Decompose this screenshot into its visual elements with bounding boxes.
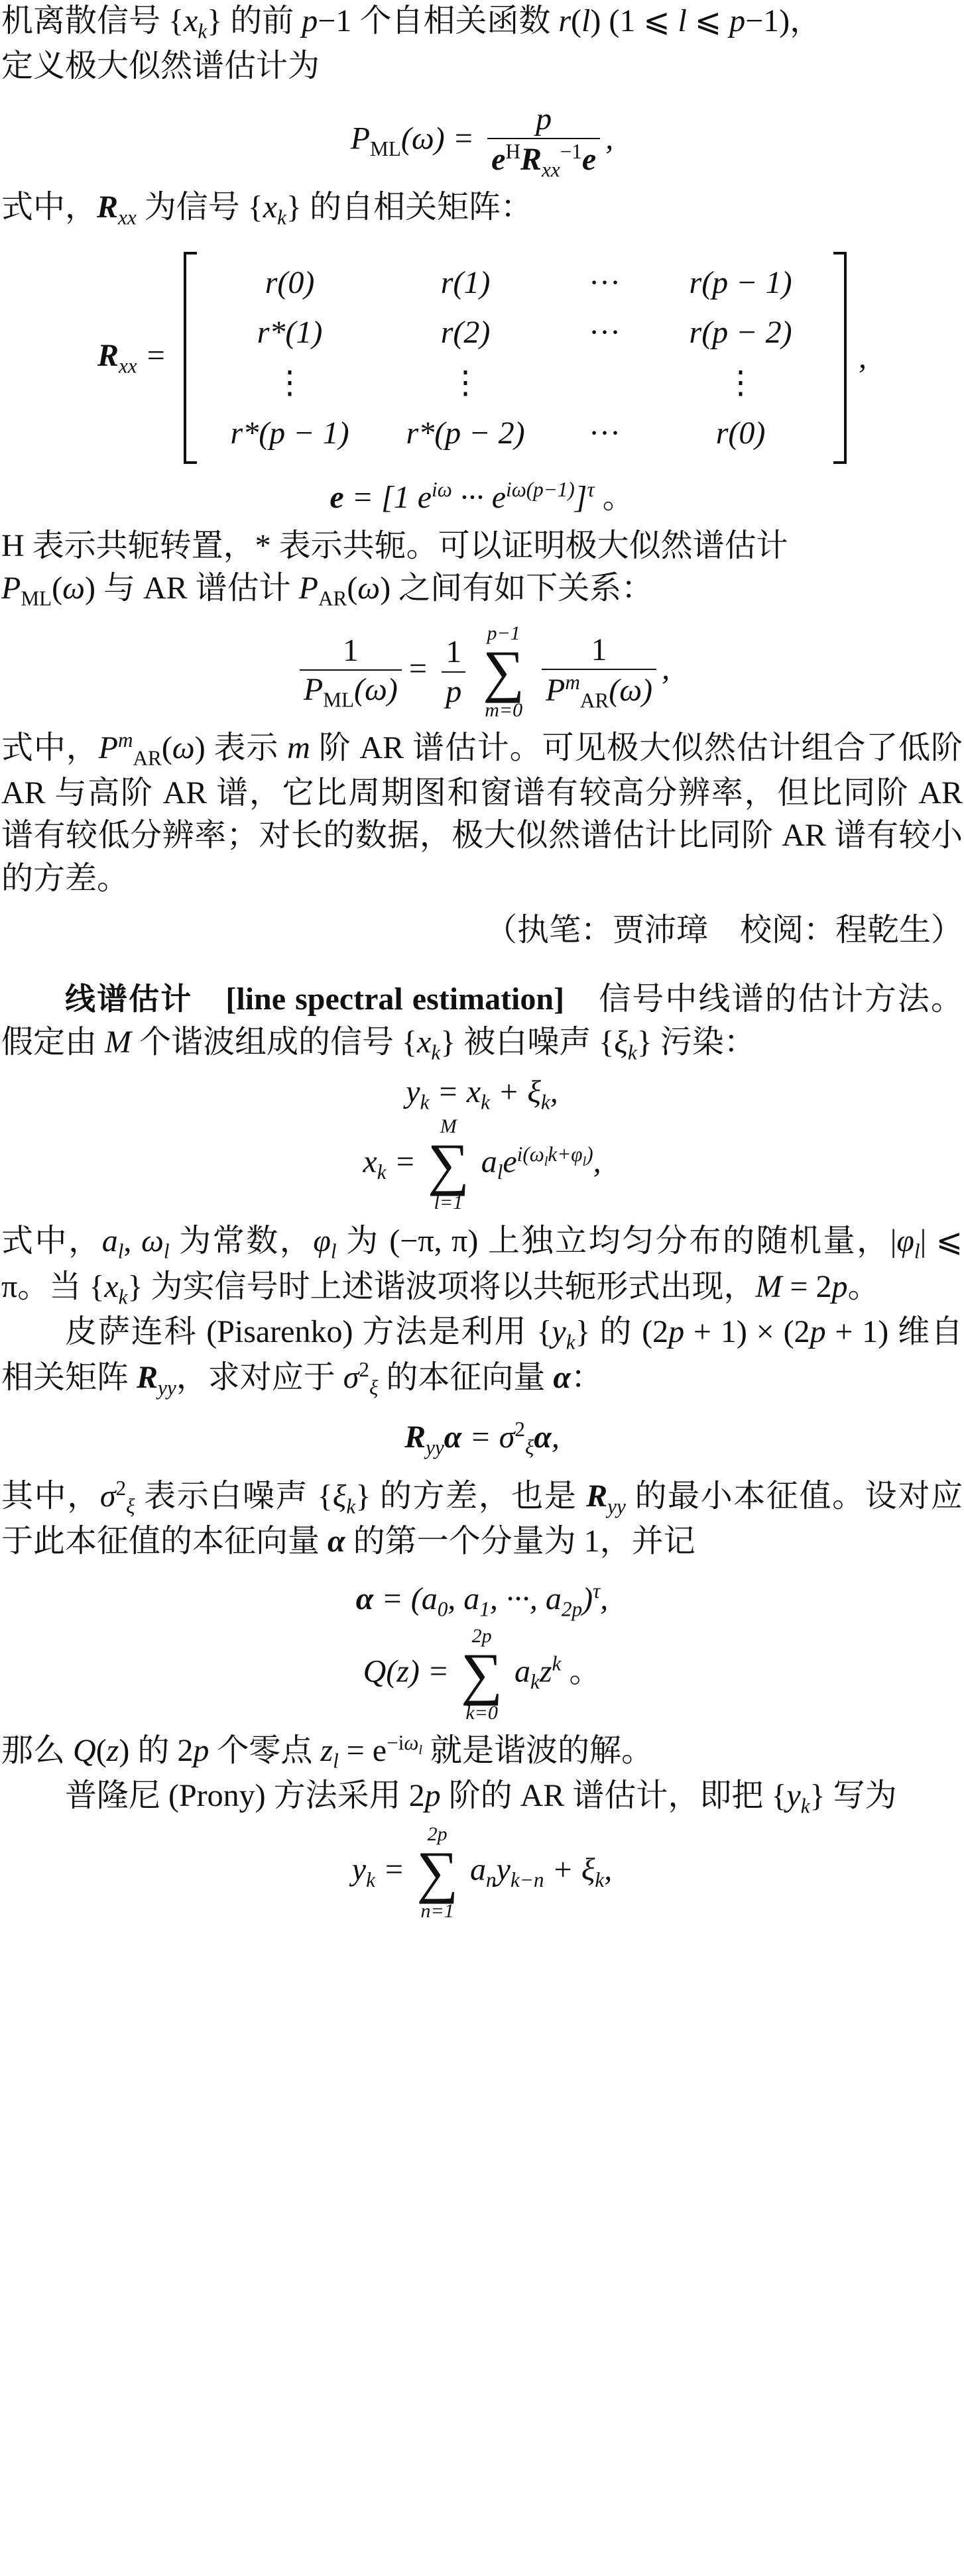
matrix-cell: r*(1) [257,315,323,351]
matrix-cell [555,360,654,406]
autocorrelation-matrix [184,252,847,464]
entry-title: 线谱估计 [65,981,193,1017]
matrix-cell: r(0) [715,415,766,451]
entry-english-title: [line spectral estimation] [225,981,565,1017]
matrix-cell: r(2) [440,315,491,351]
paragraph-prony: 普隆尼 (Prony) 方法采用 2p 阶的 AR 谱估计，即把 $\{y_k\}$ 写为 [65,1778,897,1818]
paragraph-pisarenko: 皮萨连科 (Pisarenko) 方法是利用 $\{y_k\}$ 的 (2p + 1) × (2p + 1) 维自相关矩阵 $R_{yy}$，求对应于 $\sigma^2_\xi$ 的本征向量 α： [1,1314,963,1400]
summation-sign: M ∑ l=1 [427,1115,469,1214]
fraction-lhs: $\frac{1}{P_{ML}(\omega)}$ [300,632,402,713]
matrix-cell: r(1) [440,264,491,300]
matrix-cell: ⋮ [450,364,482,400]
summation-sign: p−1 ∑ m=0 [483,622,525,721]
matrix-cell: r*(p − 1) [230,415,349,451]
matrix-cell: r(p − 1) [689,264,792,300]
paragraph-rxx-def: 式中，$R_{xx}$ 为信号 $\{x_k\}$ 的自相关矩阵： [1,190,532,229]
entry-line-spectral-estimation: 线谱估计 [line spectral estimation] 信号中线谱的估计方法。假定由 M 个谐波组成的信号 $\{x_k\}$ 被白噪声 $\{\xi_k\}$ 污染： [1,981,963,1064]
equation-ml-ar-relation: $\frac{1}{P_{ML}(\omega)}$ = $\frac{1}{p}$ p−1 ∑ m=0 $\frac{1}{P^m_{AR}(\omega)}$ , [1,622,963,722]
matrix-cell: ··· [589,315,621,351]
matrix-cell: ··· [589,415,621,451]
matrix-cell: r(p − 2) [689,315,792,351]
paragraph-zeros: 那么 Q(z) 的 2p 个零点 $z_l = e^{-i\omega_l}$ 就是谐波的解。 [1,1730,654,1773]
summation-sign: 2p ∑ k=0 [461,1625,503,1724]
paragraph-ml-ar-discussion: 式中，$P^m_{AR}(\omega)$ 表示 m 阶 AR 谱估计。可见极大似然估计组合了低阶 AR 与高阶 AR 谱，它比周期图和窗谱有较高分辨率，但比同阶 AR 谱有较低分辨率；对长的数据，极大似然谱估计比同阶 AR 谱有较小的方差。 [1,728,963,896]
matrix-cell: ⋮ [274,364,306,400]
paragraph-relation: H 表示共轭转置，* 表示共轭。可以证明极大似然谱估计 $P_{ML}(\omega)$ 与 AR 谱估计 $P_{AR}(\omega)$ 之间有如下关系： [1,528,788,610]
equation-ar-model: $y_k$ = 2p ∑ n=1 $a_ny_{k-n} + \xi_k$, [351,1823,613,1922]
fraction-coef: $\frac{1}{p}$ [442,633,465,710]
equation-e-vector: e = [1 $e^{i\omega}$ ··· $e^{i\omega(p-1)}]^\tau$ 。 [330,478,634,516]
fraction-pml: $\frac{p}{e^HR_{xx}^{-1}e}$ [487,100,600,183]
equation-yk: $y_k = x_k + \xi_k$, [406,1074,558,1114]
matrix-cell: ··· [589,264,621,300]
paragraph-eigen-explained: 其中，$\sigma^2_\xi$ 表示白噪声 $\{\xi_k\}$ 的方差，也是 $R_{yy}$ 的最小本征值。设对应于此本征值的本征向量 α 的第一个分量为 1，并记 [1,1476,963,1559]
author-signature: （执笔：贾沛璋 校阅：程乾生） [485,912,963,948]
summation-sign: 2p ∑ n=1 [416,1823,459,1922]
equation-qz: Q(z) = 2p ∑ k=0 $a_kz^k$ 。 [363,1625,601,1724]
matrix-cell: r*(p − 2) [406,415,525,451]
paragraph-constants: 式中，$a_l$, $\omega_l$ 为常数，$\varphi_l$ 为 (−π, π) 上独立均匀分布的随机量，$|\varphi_l|$ ⩽ π。当 $\{x_k\}$ 为实信号时上述谐波项将以共轭形式出现，M = 2p。 [1,1223,963,1309]
matrix-cell: ⋮ [725,364,757,400]
matrix-cell: r(0) [265,264,315,300]
equation-alpha: $\alpha = (a_0$, $a_1$, ···, $a_{2p})^\tau$, [355,1579,609,1622]
equation-rxx-matrix: $R_{xx}$ = r(0) r(1) ··· r(p − 1) r*(1) r(2) ··· r(p − 2) ⋮ ⋮ ⋮ r*(p − 1) r*(p − 2) ··· r(0) , [1,252,963,464]
fraction-rhs: $\frac{1}{P^m_{AR}(\omega)}$ [542,631,656,714]
equation-xk: $x_k$ = M ∑ l=1 $a_le^{i(\omega_lk+\varphi_l)}$, [363,1115,601,1214]
paragraph-intro: 机离散信号 $\{x_k\}$ 的前 p−1 个自相关函数 r(l) (1 ⩽ l ⩽ p−1)， 定义极大似然谱估计为 [1,3,822,84]
equation-pml: $P_{ML}(\omega)$ = $\frac{p}{e^HR_{xx}^{-1}e}$ , [350,101,614,182]
equation-eigen: $R_{yy}\alpha = \sigma^2_\xi\alpha$, [404,1417,560,1459]
